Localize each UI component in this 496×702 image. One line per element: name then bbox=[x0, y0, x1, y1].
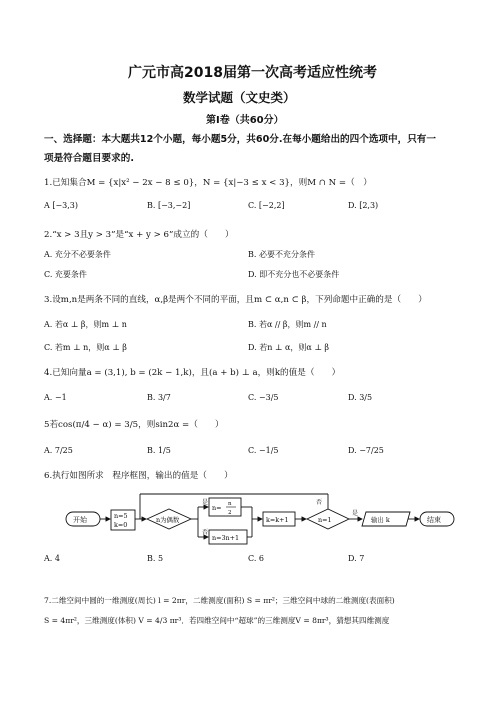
volume-title: 第Ⅰ卷（共60分） bbox=[206, 115, 284, 126]
question-7-line-1: 7.二维空间中圆的一维测度(周长) l = 2πr，二维测度(面积) S = πr²；三维空间中球的二维测度(表面积) bbox=[44, 596, 395, 605]
flow-even-num: n bbox=[228, 501, 232, 507]
flow-even-label: n= bbox=[212, 504, 222, 512]
q4-option-c: C. −3/5 bbox=[248, 393, 279, 402]
q6-option-d: D. 7 bbox=[348, 554, 365, 563]
flow-init-n: n=5 bbox=[114, 512, 128, 520]
q5-option-d: D. −7/25 bbox=[348, 446, 384, 455]
q1-option-a: A [−3,3) bbox=[44, 201, 78, 210]
q2-option-c: C. 充要条件 bbox=[44, 270, 87, 279]
question-2-stem: 2.“x > 3且y > 3”是“x + y > 6”成立的（ ） bbox=[44, 230, 234, 240]
flow-start-label: 开始 bbox=[73, 516, 87, 524]
q5-option-a: A. 7/25 bbox=[44, 446, 73, 455]
question-5-stem: 5若cos(π/4 − α) = 3/5，则sin2α =（ ） bbox=[44, 420, 224, 430]
question-1-stem: 1.已知集合M = {x|x² − 2x − 8 ≤ 0}，N = {x|−3 ≤ x < 3}，则M ∩ N =（ ） bbox=[44, 178, 372, 188]
q4-option-d: D. 3/5 bbox=[348, 393, 373, 402]
q1-option-b: B. [−3,−2] bbox=[147, 201, 191, 210]
question-7-line-2: S = 4πr²，三维测度(体积) V = 4/3 πr³．若四维空间中“超球”的三维测度V = 8πr³，猜想其四维测度 bbox=[44, 616, 390, 625]
q3-option-c: C. 若m ⊥ n，则α ⊥ β bbox=[44, 343, 127, 352]
q5-option-c: C. −1/5 bbox=[248, 446, 279, 455]
flowchart bbox=[60, 492, 460, 550]
flow-inc-label: k=k+1 bbox=[266, 516, 289, 524]
q6-option-c: C. 6 bbox=[248, 554, 265, 563]
flow-odd-label: n=3n+1 bbox=[212, 534, 240, 542]
q2-option-d: D. 即不充分也不必要条件 bbox=[248, 270, 340, 279]
flow-end-label: 结束 bbox=[427, 516, 441, 524]
flow-even-den: 2 bbox=[228, 510, 232, 516]
q2-option-b: B. 必要不充分条件 bbox=[248, 250, 315, 259]
section-line-2: 项是符合题目要求的. bbox=[44, 153, 134, 164]
q4-option-b: B. 3/7 bbox=[147, 393, 171, 402]
q3-option-d: D. 若n ⊥ α，则α ⊥ β bbox=[248, 343, 330, 352]
question-3-stem: 3.设m,n是两条不同的直线，α,β是两个不同的平面，且m ⊂ α,n ⊂ β，下列命题中正确的是（ ） bbox=[44, 295, 427, 305]
flow-output-label: 输出 k bbox=[371, 516, 390, 524]
q3-option-b: B. 若α // β，则m // n bbox=[248, 320, 327, 329]
q1-option-c: C. [−2,2] bbox=[248, 201, 285, 210]
question-6-stem: 6.执行如图所求 程序框图，输出的值是（ ） bbox=[44, 471, 233, 481]
question-4-stem: 4.已知向量a = (3,1), b = (2k − 1,k)，且(a + b) ⊥ a，则k的值是（ ） bbox=[44, 368, 341, 378]
flow-init-k: k=0 bbox=[114, 521, 128, 529]
page-subtitle: 数学试题（文史类） bbox=[183, 90, 296, 105]
flow-yes-label: 是 bbox=[202, 499, 209, 506]
q3-option-a: A. 若α ⊥ β，则m ⊥ n bbox=[44, 320, 127, 329]
q6-option-b: B. 5 bbox=[147, 554, 164, 563]
q6-option-a: A. 4 bbox=[44, 554, 60, 563]
q4-option-a: A. −1 bbox=[44, 393, 67, 402]
flow-yes2-label: 是 bbox=[352, 510, 359, 517]
flow-no-label: 否 bbox=[202, 529, 209, 536]
section-line-1: 一、选择题：本大题共12个小题，每小题5分，共60分.在每小题给出的四个选项中，只有一 bbox=[44, 134, 436, 145]
q5-option-b: B. 1/5 bbox=[147, 446, 171, 455]
page-title: 广元市高2018届第一次高考适应性统考 bbox=[128, 65, 377, 81]
q1-option-d: D. [2,3) bbox=[348, 201, 379, 210]
flow-no2-label: 否 bbox=[316, 499, 323, 506]
q2-option-a: A. 充分不必要条件 bbox=[44, 250, 111, 259]
flow-condition-label: n为偶数 bbox=[156, 516, 180, 524]
flow-check-label: n=1 bbox=[318, 516, 332, 524]
